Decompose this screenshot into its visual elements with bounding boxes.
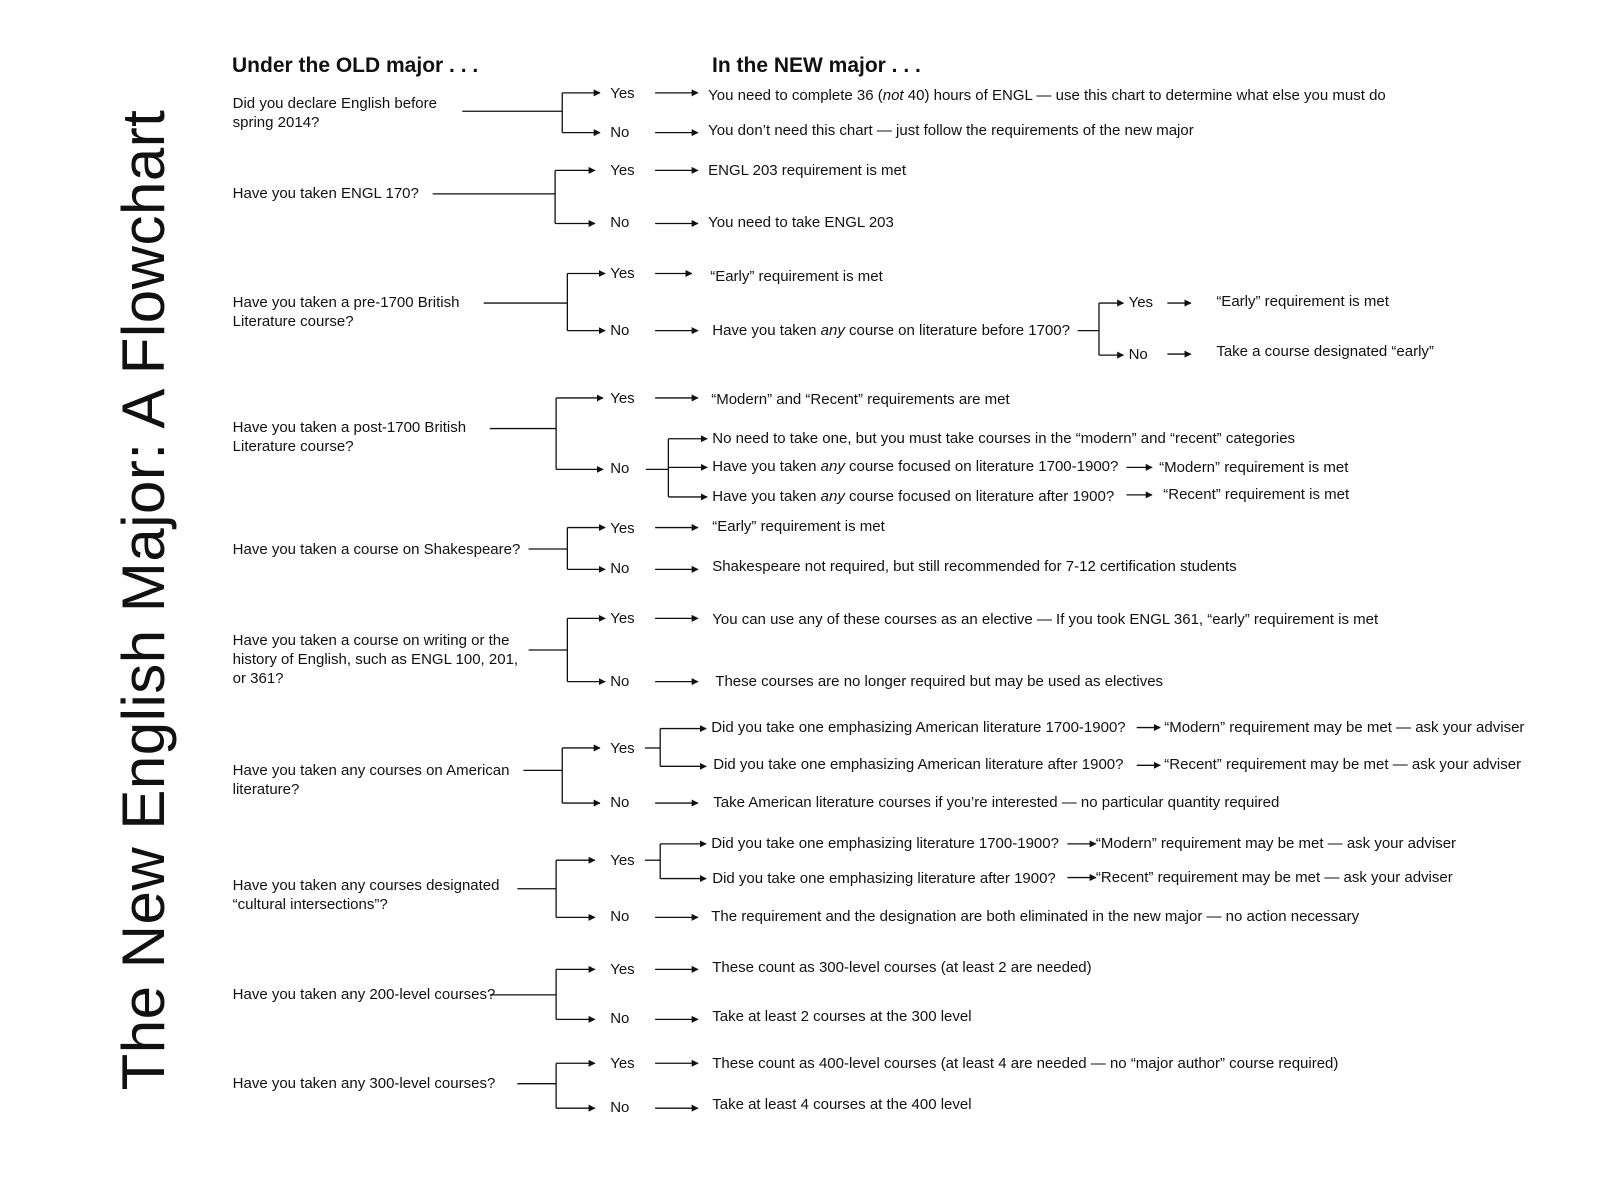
q4-no-c-question: Have you taken any course focused on literature after 1900? [712,487,1115,505]
q8-yes-a-question: Did you take one emphasizing literature 1700-1900? [711,834,1059,852]
q2-question [233,184,419,203]
q9-no-label: No [610,1010,630,1028]
q8-yes-label: Yes [610,852,635,870]
q5-question-line: Have you taken a course on Shakespeare? [232,540,521,558]
q8-question-line: Have you taken any courses designated [232,876,500,894]
q4-no-c-result: “Recent” requirement is met [1163,485,1350,503]
q10-no-label: No [610,1099,630,1117]
q7-yes-a-result: “Modern” requirement may be met — ask your adviser [1164,718,1525,736]
q3-sub-no-label: No [1128,346,1148,364]
q2-yes-result: ENGL 203 requirement is met [708,162,907,180]
q6-yes-result: You can use any of these courses as an elective — If you took ENGL 361, “early” requirement is met [712,611,1379,629]
q3-yes-result: “Early” requirement is met [710,267,883,285]
q2-question-line: Have you taken ENGL 170? [232,184,419,202]
q3-question [233,293,460,331]
q10-yes-result: These count as 400-level courses (at least 4 are needed — no “major author” course required) [712,1055,1339,1073]
q1-yes-result: You need to complete 36 (not 40) hours of ENGL — use this chart to determine what else you must do [708,86,1386,104]
new-major-header: In the NEW major . . . [712,54,921,77]
q4-no-b-result: “Modern” requirement is met [1159,459,1349,477]
q1-no-label: No [610,123,630,141]
q6-question-line: history of English, such as ENGL 100, 201, [232,650,519,668]
q9-yes-label: Yes [610,961,635,979]
q2-yes-label: Yes [610,162,635,180]
q7-yes-a-question: Did you take one emphasizing American literature 1700-1900? [711,718,1126,736]
q10-yes-label: Yes [610,1055,635,1073]
q8-question-line: “cultural intersections”? [232,895,388,913]
q7-question-line: literature? [232,781,300,799]
q4-no-a-result: No need to take one, but you must take courses in the “modern” and “recent” categories [712,429,1296,447]
q5-no-label: No [610,560,630,578]
q1-question [233,94,437,132]
q7-yes-b-result: “Recent” requirement may be met — ask your adviser [1164,756,1522,774]
q2-no-label: No [610,214,630,232]
q6-no-result: These courses are no longer required but may be used as electives [715,672,1164,690]
q8-no-result: The requirement and the designation are both eliminated in the new major — no action necessary [711,908,1360,926]
q5-yes-label: Yes [610,519,635,537]
q4-question-line: Have you taken a post-1700 British [232,419,467,437]
q7-question-line: Have you taken any courses on American [232,762,510,780]
q1-no-result: You don’t need this chart — just follow the requirements of the new major [708,121,1194,139]
q10-no-result: Take at least 4 courses at the 400 level [712,1096,972,1114]
q2-no-result: You need to take ENGL 203 [708,214,894,232]
q7-no-label: No [610,794,630,812]
q3-yes-label: Yes [610,265,635,283]
q3-no-label: No [610,321,630,339]
q6-question-line: or 361? [232,669,284,687]
old-major-header: Under the OLD major . . . [232,54,479,77]
q8-yes-b-result: “Recent” requirement may be met — ask your adviser [1095,868,1453,886]
q4-no-b-question: Have you taken any course focused on literature 1700-1900? [712,458,1119,476]
q4-yes-result: “Modern” and “Recent” requirements are met [711,391,1010,408]
q3-sub-yes-label: Yes [1128,294,1154,312]
q3-sub-yes-result: “Early” requirement is met [1216,293,1389,311]
q10-question [233,1074,496,1093]
q6-question [233,631,518,688]
q3-sub-no-result: Take a course designated “early” [1216,343,1434,361]
q4-question-line: Literature course? [232,438,354,456]
q8-yes-a-result: “Modern” requirement may be met — ask your adviser [1095,834,1457,852]
q8-yes-b-question: Did you take one emphasizing literature after 1900? [712,869,1056,887]
q1-yes-label: Yes [610,84,635,102]
q6-question-line: Have you taken a course on writing or the [232,631,510,649]
q7-yes-label: Yes [610,739,635,757]
q8-no-label: No [610,908,630,926]
q5-question [233,540,521,559]
q7-question [233,761,510,799]
q9-question [233,985,496,1004]
q4-yes-label: Yes [610,389,635,407]
q9-no-result: Take at least 2 courses at the 300 level [712,1008,972,1026]
q9-yes-result: These count as 300-level courses (at least 2 are needed) [712,959,1092,977]
q1-question-line: Did you declare English before [232,94,437,112]
q8-question [233,876,500,914]
q6-no-label: No [610,672,630,690]
q6-yes-label: Yes [610,610,635,628]
q5-yes-result: “Early” requirement is met [712,517,885,535]
q3-question-line: Have you taken a pre-1700 British [232,293,460,311]
q9-question-line: Have you taken any 200-level courses? [232,985,496,1003]
page-title: The New English Major: A Flowchart [110,109,177,1091]
q1-question-line: spring 2014? [232,113,320,131]
q10-question-line: Have you taken any 300-level courses? [232,1075,496,1093]
q7-yes-b-question: Did you take one emphasizing American literature after 1900? [713,756,1124,774]
q4-no-label: No [610,460,630,478]
q3-sub-question: Have you taken any course on literature before 1700? [712,321,1070,339]
q7-no-result: Take American literature courses if you’re interested — no particular quantity required [713,794,1280,812]
q3-question-line: Literature course? [232,312,354,330]
q4-question [233,418,466,456]
q5-no-result: Shakespeare not required, but still recommended for 7-12 certification students [712,558,1237,576]
